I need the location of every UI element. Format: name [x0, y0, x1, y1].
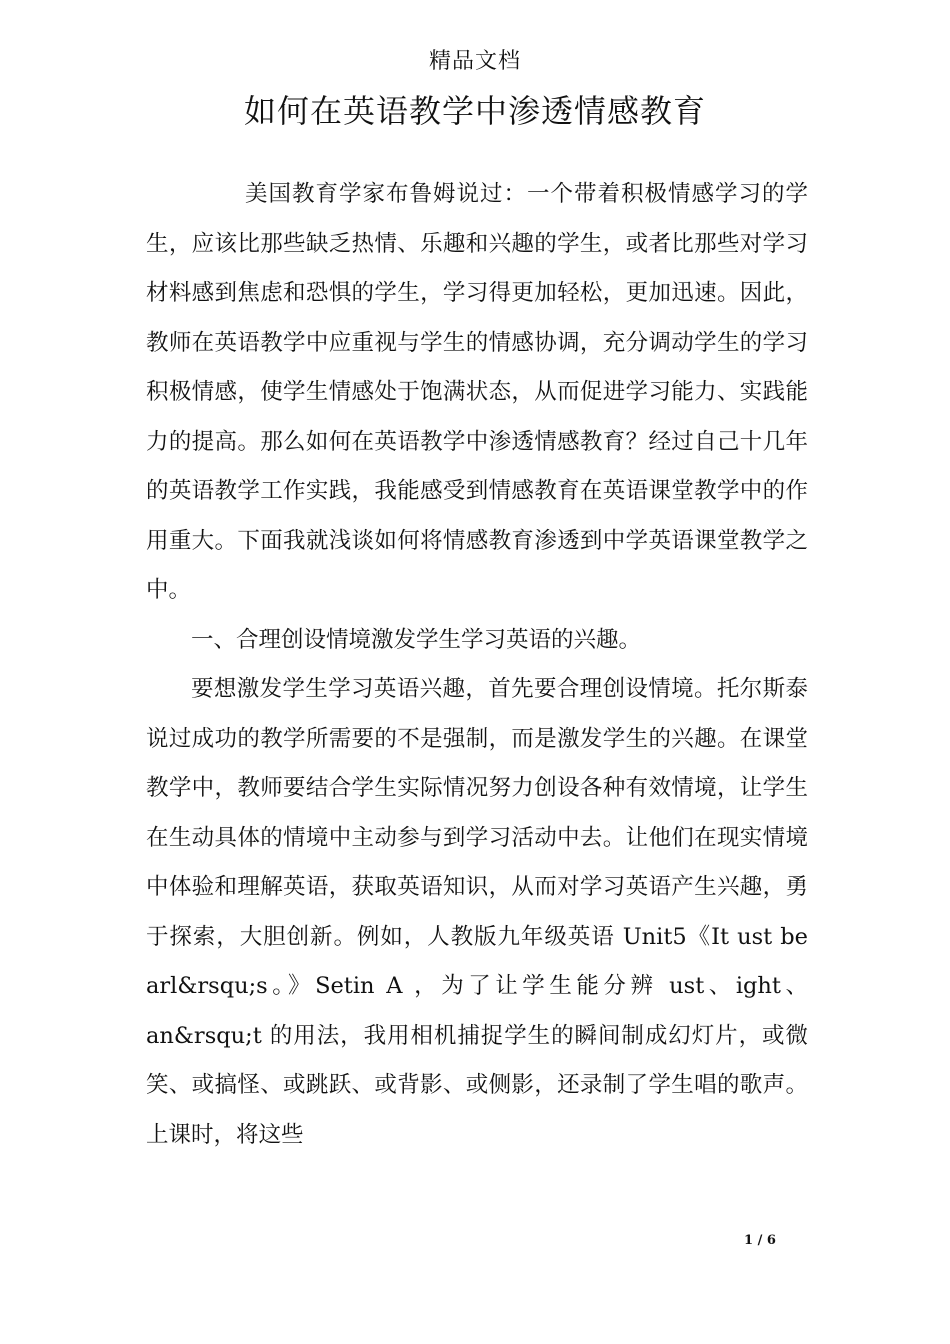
section-heading: 一、合理创设情境激发学生学习英语的兴趣。 — [191, 626, 642, 653]
page-number: 1 / 6 — [744, 1233, 776, 1248]
paragraph-body: 要想激发学生学习英语兴趣，首先要合理创设情境。托尔斯泰说过成功的教学所需要的不是强制，而是激发学生的兴趣。在课堂教学中，教师要结合学生实际情况努力创设各种有效情境，让学生在生动具体的情境中主动参与到学习活动中去。让他们在现实情境中体验和理解英语，获取英语知识，从而对学习英语产生兴趣，勇于探索，大胆创新。例如，人教版九年级英语 Unit5《It ust be arl&rsqu;s。》Setin A ，为了让学生能分辨 ust、ight、an&rsqu;t 的用法，我用相机捕捉学生的瞬间制成幻灯片，或微笑、或搞怪、或跳跃、或背影、或侧影，还录制了学生唱的歌声。上课时，将这些 — [146, 676, 808, 1148]
paragraph-intro: 美国教育学家布鲁姆说过：一个带着积极情感学习的学生，应该比那些缺乏热情、乐趣和兴趣的学生，或者比那些对学习材料感到焦虑和恐惧的学生，学习得更加轻松，更加迅速。因此，教师在英语教学中应重视与学生的情感协调，充分调动学生的学习积极情感，使学生情感处于饱满状态，从而促进学习能力、实践能力的提高。那么如何在英语教学中渗透情感教育？经过自己十几年的英语教学工作实践，我能感受到情感教育在英语课堂教学中的作用重大。下面我就浅谈如何将情感教育渗透到中学英语课堂教学之中。 — [146, 181, 808, 603]
document-body — [146, 170, 808, 1160]
page-header: 精品文档 — [428, 49, 521, 74]
document-title: 如何在英语教学中渗透情感教育 — [243, 92, 706, 130]
